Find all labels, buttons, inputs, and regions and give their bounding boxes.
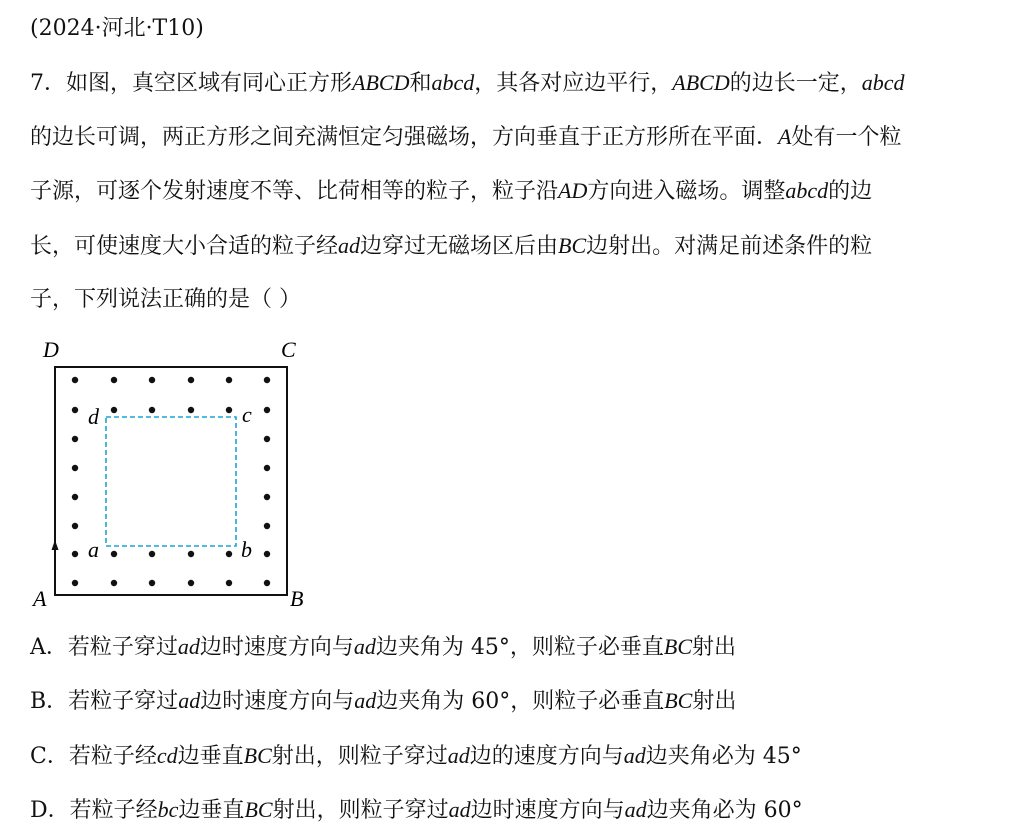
text: 子源，可逐个发射速度不等、比荷相等的粒子，粒子沿 [30, 179, 559, 204]
option-D[interactable] [30, 795, 803, 826]
label-abcd: abcd [861, 70, 905, 95]
field-dot [226, 407, 232, 413]
field-dot [264, 436, 270, 442]
label-BC: BC [664, 688, 693, 713]
label-ad: ad [338, 233, 361, 258]
option-B[interactable] [30, 686, 736, 717]
figure-svg [25, 330, 325, 615]
question-number: 7 [30, 71, 44, 96]
field-dot [264, 580, 270, 586]
label-ad: ad [624, 797, 647, 822]
option-A[interactable] [30, 632, 736, 663]
text: 边夹角为 60°，则粒子必垂直 [376, 689, 665, 714]
text: ，其各对应边平行， [474, 71, 673, 96]
field-dot [72, 407, 78, 413]
field-dot [188, 407, 194, 413]
label-abcd: abcd [431, 70, 475, 95]
field-dot [72, 523, 78, 529]
text: 射出 [692, 635, 737, 660]
text: 射出 [692, 689, 737, 714]
text: ．若粒子穿过 [45, 635, 178, 660]
text: 和 [409, 71, 432, 96]
text: 边的速度方向与 [469, 744, 624, 769]
field-dot [188, 580, 194, 586]
field-dot [72, 551, 78, 557]
field-dot [264, 523, 270, 529]
question-line-5: 子，下列说法正确的是（ ） [30, 287, 301, 312]
field-dot [264, 551, 270, 557]
text: 边夹角必为 60° [646, 798, 803, 823]
label-A: A [778, 124, 792, 149]
label-A-outer: A [33, 586, 47, 611]
text: 射出，则粒子穿过 [271, 744, 448, 769]
field-dot [72, 580, 78, 586]
label-ad: ad [178, 688, 201, 713]
field-dot [149, 551, 155, 557]
label-BC: BC [243, 743, 272, 768]
text: 边穿过无磁场区后由 [360, 234, 559, 259]
source-tag: (2024·河北·T10) [30, 16, 204, 41]
field-dot [226, 551, 232, 557]
field-dot [111, 407, 117, 413]
option-letter: B [30, 689, 47, 714]
field-dot [188, 377, 194, 383]
label-AD: AD [558, 178, 588, 203]
label-ad: ad [623, 743, 646, 768]
field-dot [72, 494, 78, 500]
text: ．若粒子经 [47, 798, 158, 823]
label-D: D [43, 337, 59, 362]
field-dot [111, 377, 117, 383]
option-letter: D [30, 798, 48, 823]
inner-square-dashed [106, 417, 236, 546]
label-B: B [290, 586, 304, 611]
text: 的边 [828, 179, 873, 204]
option-C[interactable] [30, 741, 802, 772]
field-dot [226, 580, 232, 586]
text: 边时速度方向与 [199, 635, 354, 660]
field-dot [264, 465, 270, 471]
label-c: c [242, 402, 252, 427]
text: 处有一个粒 [791, 125, 902, 150]
field-dot [111, 580, 117, 586]
field-dot [264, 407, 270, 413]
label-a: a [88, 537, 99, 562]
velocity-arrow-head [52, 540, 59, 550]
field-dot [72, 377, 78, 383]
label-abcd: abcd [785, 178, 829, 203]
field-dot [149, 377, 155, 383]
field-dot [72, 465, 78, 471]
field-dot [72, 436, 78, 442]
text: 边垂直 [178, 798, 245, 823]
label-ABCD: ABCD [352, 70, 410, 95]
label-ad: ad [354, 688, 377, 713]
label-b: b [241, 537, 252, 562]
question-line-3 [30, 176, 872, 207]
label-ad: ad [177, 634, 200, 659]
text: ．若粒子经 [46, 744, 157, 769]
text: 方向进入磁场。调整 [587, 179, 786, 204]
text: 的边长可调，两正方形之间充满恒定匀强磁场，方向垂直于正方形所在平面． [30, 125, 779, 150]
text: 长，可使速度大小合适的粒子经 [30, 234, 339, 259]
text: 边时速度方向与 [200, 689, 355, 714]
text: ．如图，真空区域有同心正方形 [44, 71, 353, 96]
label-ad: ad [448, 797, 471, 822]
field-dot [226, 377, 232, 383]
text: 边垂直 [177, 744, 244, 769]
label-BC: BC [663, 634, 693, 659]
text: 的边长一定， [729, 71, 862, 96]
field-dot [149, 580, 155, 586]
field-dot [111, 551, 117, 557]
label-ABCD: ABCD [672, 70, 730, 95]
label-ad: ad [353, 634, 376, 659]
field-dot [264, 377, 270, 383]
text: 边夹角为 45°，则粒子必垂直 [375, 635, 664, 660]
text: ．若粒子穿过 [46, 689, 179, 714]
label-d: d [88, 404, 99, 429]
option-letter: C [30, 744, 47, 769]
text: 边射出。对满足前述条件的粒 [586, 234, 873, 259]
label-C: C [281, 337, 296, 362]
label-ad: ad [447, 743, 470, 768]
text: 边夹角必为 45° [645, 744, 802, 769]
text: 射出，则粒子穿过 [272, 798, 449, 823]
field-dot [149, 407, 155, 413]
question-line-4 [30, 231, 872, 262]
option-letter: A [30, 635, 46, 660]
question-line-2 [30, 122, 901, 153]
magnetic-field-figure [25, 330, 325, 615]
label-BC: BC [244, 797, 273, 822]
label-cd: cd [156, 743, 178, 768]
text: 边时速度方向与 [470, 798, 625, 823]
label-BC: BC [558, 233, 587, 258]
question-line-1 [30, 68, 905, 99]
label-bc: bc [157, 797, 179, 822]
field-dot [264, 494, 270, 500]
field-dot [188, 551, 194, 557]
